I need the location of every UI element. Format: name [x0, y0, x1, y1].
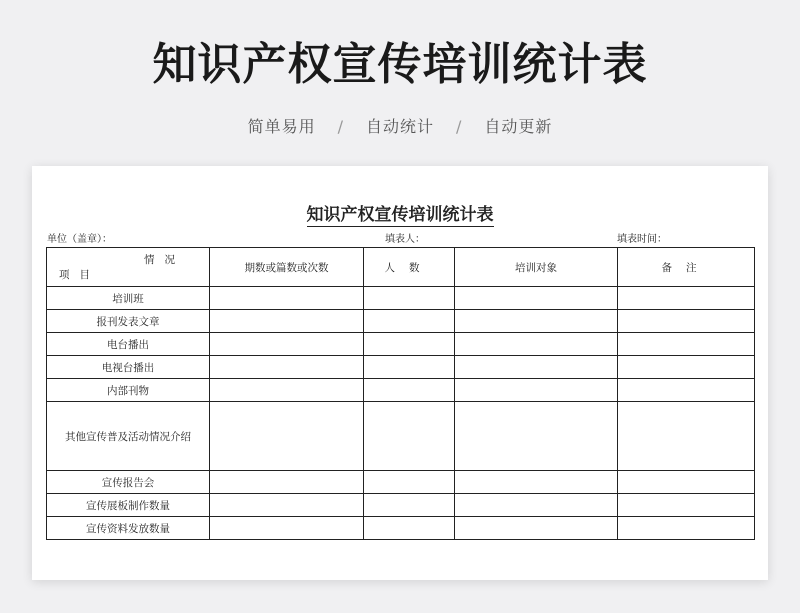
cell[interactable]: [618, 494, 755, 517]
cell[interactable]: [210, 333, 364, 356]
document-title: 知识产权宣传培训统计表: [306, 205, 494, 225]
tag-auto-update: 自动更新: [484, 117, 553, 136]
table-row: [47, 402, 755, 471]
fill-time-label: 填表时间：: [617, 234, 667, 245]
tag-easy: 简单易用: [247, 117, 316, 136]
table-row: [47, 310, 755, 333]
cell[interactable]: [364, 494, 455, 517]
cell[interactable]: [364, 356, 455, 379]
cell[interactable]: [455, 310, 618, 333]
header-people: 人数: [364, 248, 455, 287]
cell[interactable]: [210, 517, 364, 540]
cell[interactable]: [210, 287, 364, 310]
training-stats-table: [46, 247, 755, 540]
row-label: 宣传展板制作数量: [47, 494, 210, 517]
document-paper: [32, 166, 768, 580]
cell[interactable]: [364, 287, 455, 310]
row-label: 宣传资料发放数量: [47, 517, 210, 540]
cell[interactable]: [364, 379, 455, 402]
table-row: [47, 494, 755, 517]
cell[interactable]: [618, 379, 755, 402]
cell[interactable]: [618, 471, 755, 494]
cell[interactable]: [455, 356, 618, 379]
unit-label: 单位（盖章）：: [47, 234, 112, 245]
filler-label: 填表人：: [385, 234, 425, 245]
corner-header-cell: [47, 248, 210, 287]
table-row: [47, 379, 755, 402]
banner-tags: [0, 114, 800, 137]
cell[interactable]: [210, 356, 364, 379]
cell[interactable]: [364, 471, 455, 494]
row-label: 其他宣传普及活动情况介绍: [47, 402, 210, 471]
corner-situation-label: 情况: [144, 254, 185, 266]
header-count: 期数或篇数或次数: [210, 248, 364, 287]
cell[interactable]: [455, 471, 618, 494]
cell[interactable]: [364, 517, 455, 540]
tag-separator: /: [456, 117, 463, 136]
row-label: 内部刊物: [47, 379, 210, 402]
cell[interactable]: [455, 333, 618, 356]
row-label: 报刊发表文章: [47, 310, 210, 333]
corner-item-label: 项目: [59, 269, 100, 281]
cell[interactable]: [618, 333, 755, 356]
table-row: [47, 356, 755, 379]
cell[interactable]: [618, 310, 755, 333]
cell[interactable]: [210, 310, 364, 333]
row-label: 电台播出: [47, 333, 210, 356]
row-label: 培训班: [47, 287, 210, 310]
header-trainees: 培训对象: [455, 248, 618, 287]
cell[interactable]: [210, 402, 364, 471]
cell[interactable]: [618, 287, 755, 310]
cell[interactable]: [455, 494, 618, 517]
table-header-row: [47, 248, 755, 287]
cell[interactable]: [455, 517, 618, 540]
cell[interactable]: [364, 310, 455, 333]
cell[interactable]: [618, 517, 755, 540]
cell[interactable]: [210, 379, 364, 402]
header-remarks: 备注: [618, 248, 755, 287]
tag-auto-stat: 自动统计: [365, 117, 434, 136]
cell[interactable]: [455, 379, 618, 402]
cell[interactable]: [455, 402, 618, 471]
cell[interactable]: [455, 287, 618, 310]
tag-separator: /: [337, 117, 344, 136]
table-row: [47, 471, 755, 494]
cell[interactable]: [364, 402, 455, 471]
cell[interactable]: [618, 356, 755, 379]
row-label: 宣传报告会: [47, 471, 210, 494]
cell[interactable]: [364, 333, 455, 356]
banner-title: 知识产权宣传培训统计表: [152, 39, 648, 90]
table-row: [47, 517, 755, 540]
cell[interactable]: [210, 494, 364, 517]
cell[interactable]: [210, 471, 364, 494]
table-row: [47, 333, 755, 356]
cell[interactable]: [618, 402, 755, 471]
row-label: 电视台播出: [47, 356, 210, 379]
table-row: [47, 287, 755, 310]
